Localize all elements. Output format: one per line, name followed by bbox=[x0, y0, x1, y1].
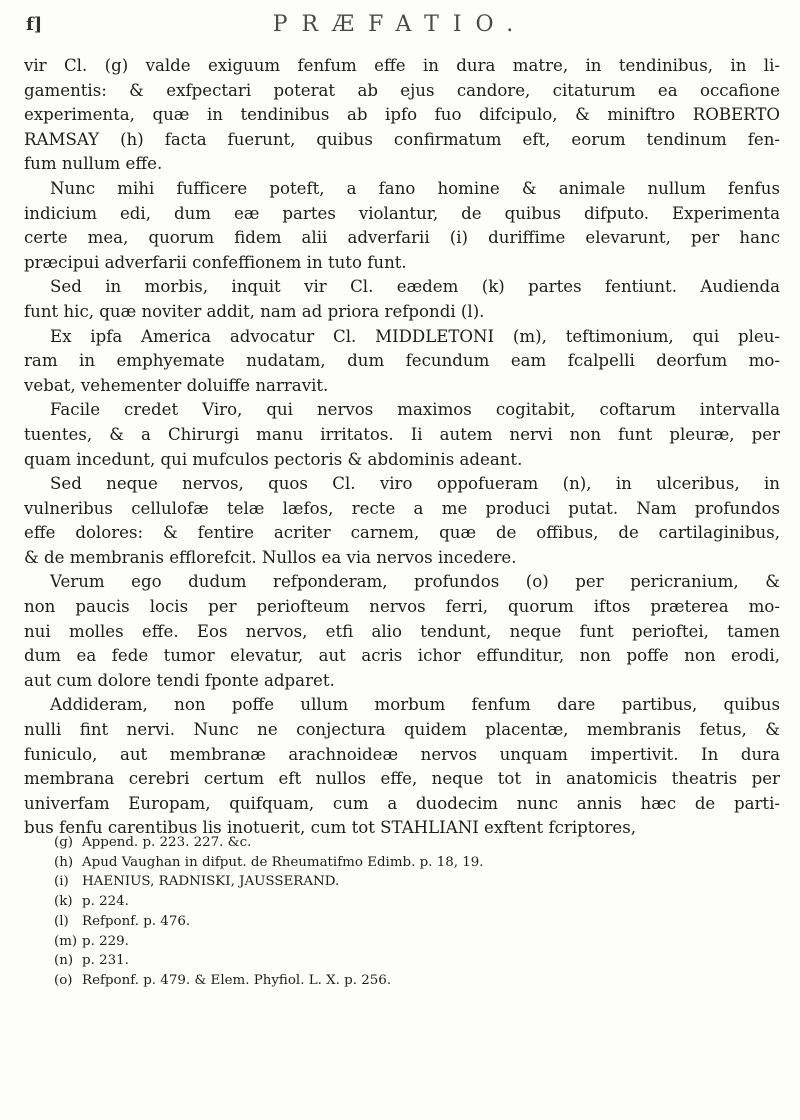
text-line: Addideram, non poffe ullum morbum fenfum dare partibus, quibus bbox=[50, 695, 780, 715]
text-line: non paucis locis per periofteum nervos ferri, quorum iftos præterea mo- bbox=[24, 597, 780, 617]
footnote bbox=[54, 912, 774, 932]
text-line: & de membranis efflorefcit. Nullos ea via nervos incedere. bbox=[24, 547, 517, 567]
text-line: vulneribus cellulofæ telæ læfos, recte a me produci putat. Nam profundos bbox=[24, 498, 780, 518]
footnote-mark: (o) bbox=[54, 972, 73, 988]
main-text bbox=[24, 54, 780, 841]
footnote-text: Refponf. p. 476. bbox=[82, 913, 191, 929]
footnote-mark: (n) bbox=[54, 953, 74, 969]
text-line: vebat, vehementer doluiffe narravit. bbox=[24, 375, 329, 395]
page-corner-mark: f] bbox=[26, 14, 43, 35]
footnote-mark: (m) bbox=[54, 933, 78, 949]
footnote-mark: (g) bbox=[54, 835, 74, 850]
text-line: certe mea, quorum fidem alii adverfarii (i) duriffime elevarunt, per hanc bbox=[24, 228, 780, 248]
text-line: dum ea fede tumor elevatur, aut acris ichor effunditur, non poffe non erodi, bbox=[24, 646, 780, 666]
footnote bbox=[54, 833, 774, 853]
text-line: nulli fint nervi. Nunc ne conjectura quidem placentæ, membranis fetus, & bbox=[24, 720, 780, 740]
footnote-text: p. 229. bbox=[82, 933, 129, 949]
footnote-text: Apud Vaughan in difput. de Rheumatifmo Edimb. p. 18, 19. bbox=[82, 854, 484, 870]
text-line: univerfam Europam, quifquam, cum a duodecim nunc annis hæc de parti- bbox=[24, 793, 780, 813]
page-header bbox=[20, 8, 780, 44]
footnote bbox=[54, 932, 774, 952]
footnote-text: p. 231. bbox=[82, 953, 129, 969]
text-line: funt hic, quæ noviter addit, nam ad priora refpondi (l). bbox=[24, 301, 485, 321]
footnote-text: HAENIUS, RADNISKI, JAUSSERAND. bbox=[82, 874, 340, 890]
text-line: ram in emphyemate nudatam, dum fecundum eam fcalpelli deorfum mo- bbox=[24, 351, 780, 371]
text-line: membrana cerebri certum eft nullos effe, neque tot in anatomicis theatris per bbox=[24, 769, 780, 789]
footnote-mark: (h) bbox=[54, 854, 74, 870]
text-line: experimenta, quæ in tendinibus ab ipfo fuo difcipulo, & miniftro ROBERTO bbox=[24, 105, 780, 125]
text-line: Verum ego dudum refponderam, profundos (o) per pericranium, & bbox=[50, 572, 780, 592]
footnote-mark: (k) bbox=[54, 894, 73, 910]
text-line: Sed in morbis, inquit vir Cl. eædem (k) partes fentiunt. Audienda bbox=[50, 277, 780, 297]
footnote bbox=[54, 971, 774, 991]
text-line: Sed neque nervos, quos Cl. viro oppofueram (n), in ulceribus, in bbox=[50, 474, 780, 494]
footnote bbox=[54, 951, 774, 971]
text-line: bus fenfu carentibus lis inotuerit, cum tot STAHLIANI exftent fcriptores, bbox=[24, 818, 636, 838]
footnotes bbox=[54, 833, 774, 991]
text-line: nui molles effe. Eos nervos, etfi alio tendunt, neque funt perioftei, tamen bbox=[24, 621, 780, 641]
text-line: effe dolores: & fentire acriter carnem, quæ de offibus, de cartilaginibus, bbox=[24, 523, 780, 543]
text-line: Ex ipfa America advocatur Cl. MIDDLETONI (m), teftimonium, qui pleu- bbox=[50, 326, 780, 346]
text-line: fum nullum effe. bbox=[24, 154, 163, 174]
text-line: Facile credet Viro, qui nervos maximos cogitabit, coftarum intervalla bbox=[50, 400, 780, 420]
footnote bbox=[54, 892, 774, 912]
text-line: indicium edi, dum eæ partes violantur, de quibus difputo. Experimenta bbox=[24, 203, 780, 223]
text-line: vir Cl. (g) valde exiguum fenfum effe in dura matre, in tendinibus, in li- bbox=[24, 56, 780, 75]
footnote-mark: (i) bbox=[54, 874, 69, 890]
footnote bbox=[54, 853, 774, 873]
text-line: funiculo, aut membranæ arachnoideæ nervos unquam impertivit. In dura bbox=[24, 744, 780, 764]
text-line: aut cum dolore tendi fponte adparet. bbox=[24, 670, 335, 690]
footnote-mark: (l) bbox=[54, 913, 69, 929]
footnote bbox=[54, 872, 774, 892]
footnote-text: p. 224. bbox=[82, 894, 129, 910]
running-title: PRÆFATIO. bbox=[272, 12, 528, 37]
text-line: RAMSAY (h) facta fuerunt, quibus confirmatum eft, eorum tendinum fen- bbox=[24, 129, 780, 149]
footnote-text: Append. p. 223. 227. &c. bbox=[82, 835, 252, 850]
text-line: gamentis: & exfpectari poterat ab ejus candore, citaturum ea occafione bbox=[24, 80, 780, 100]
text-line: tuentes, & a Chirurgi manu irritatos. Ii autem nervi non funt pleuræ, per bbox=[24, 424, 780, 444]
text-line: quam incedunt, qui mufculos pectoris & abdominis adeant. bbox=[24, 449, 523, 469]
footnote-text: Refponf. p. 479. & Elem. Phyfiol. L. X. p. 256. bbox=[82, 972, 392, 988]
text-line: præcipui adverfarii confeffionem in tuto funt. bbox=[24, 252, 407, 272]
text-line: Nunc mihi fufficere poteft, a fano homine & animale nullum fenfus bbox=[50, 178, 780, 198]
